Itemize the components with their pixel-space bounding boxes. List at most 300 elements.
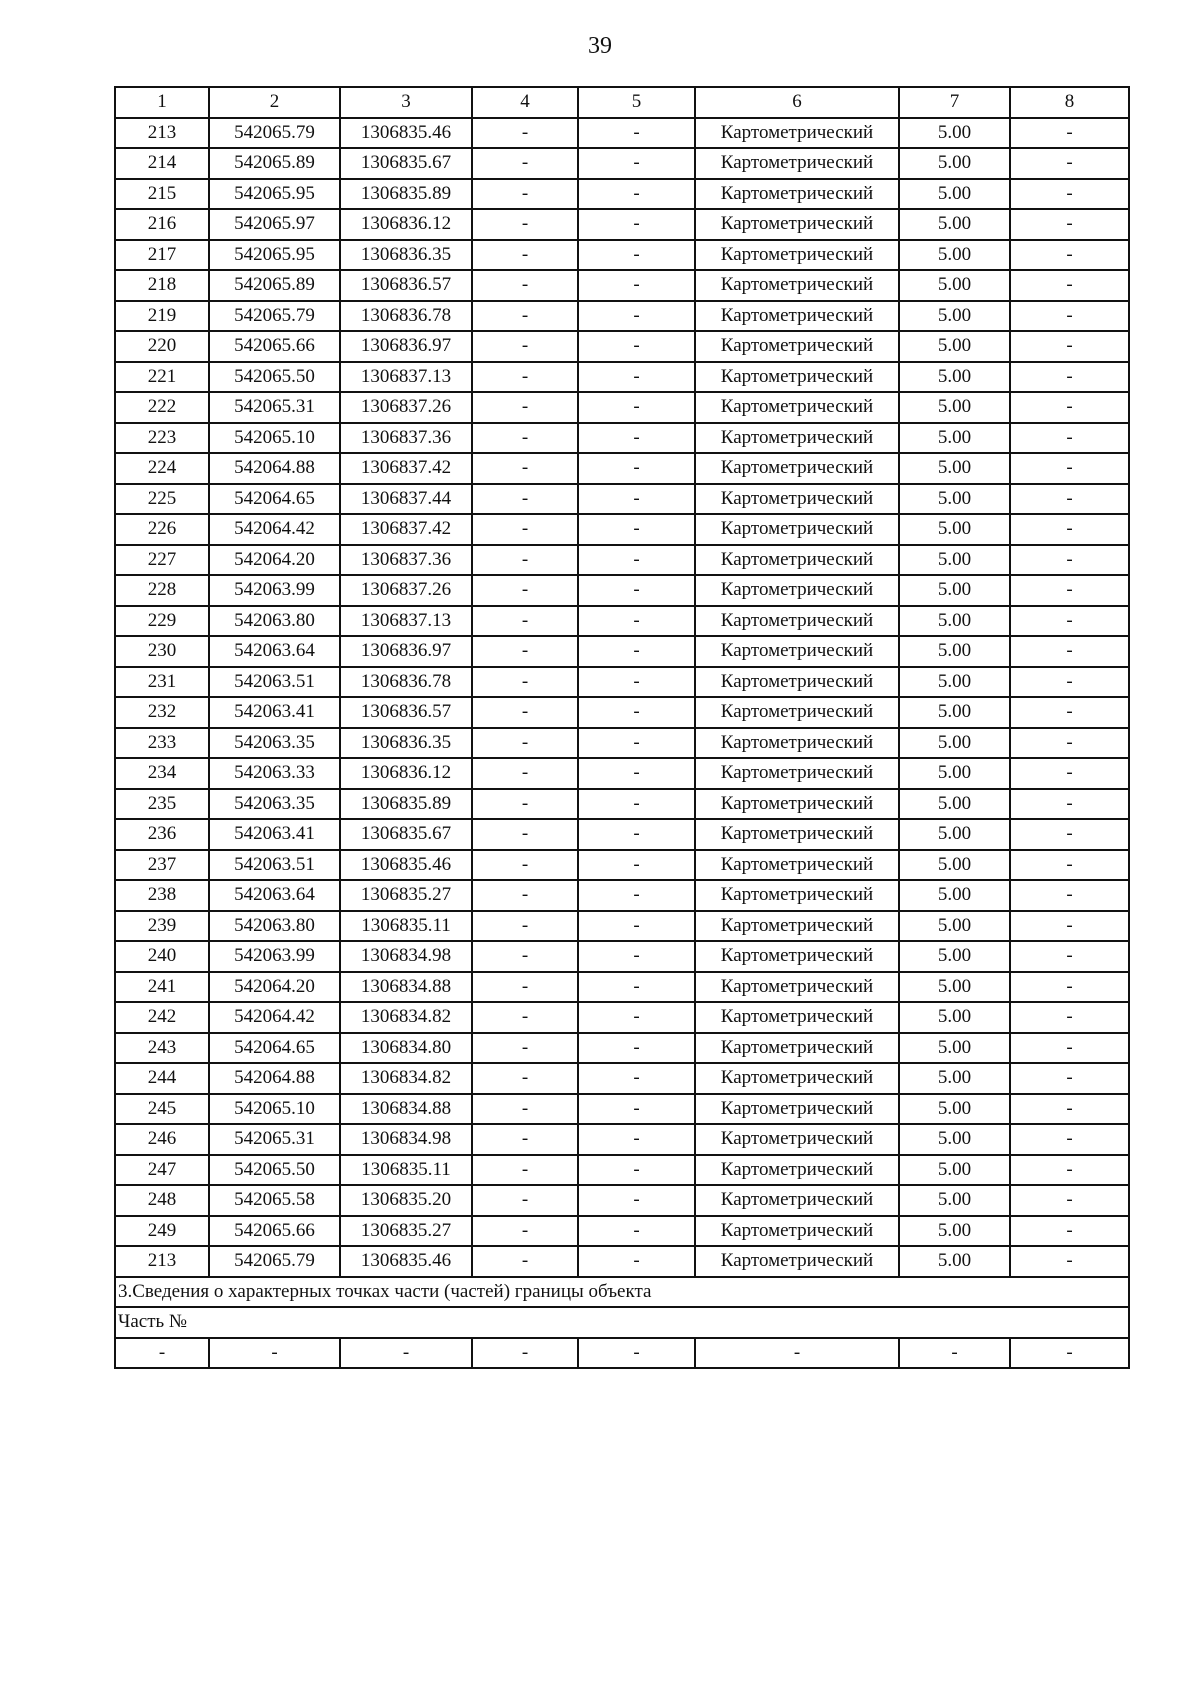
- table-cell: Картометрический: [695, 240, 899, 271]
- table-cell: 1306837.42: [340, 514, 472, 545]
- table-cell: Картометрический: [695, 118, 899, 149]
- table-cell: 542064.42: [209, 514, 340, 545]
- table-row: [115, 118, 1129, 149]
- table-cell: -: [578, 148, 695, 179]
- table-cell: 542065.58: [209, 1185, 340, 1216]
- table-cell: -: [1010, 240, 1129, 271]
- table-cell: -: [472, 423, 578, 454]
- page-number: 39: [588, 33, 612, 59]
- table-row: [115, 148, 1129, 179]
- table-cell: 5.00: [899, 1124, 1010, 1155]
- empty-cell: -: [340, 1338, 472, 1369]
- table-cell: 5.00: [899, 941, 1010, 972]
- table-cell: -: [1010, 545, 1129, 576]
- table-cell: -: [578, 972, 695, 1003]
- part-label-row: [115, 1307, 1129, 1338]
- table-row: [115, 1246, 1129, 1277]
- table-cell: -: [1010, 819, 1129, 850]
- table-cell: -: [1010, 1155, 1129, 1186]
- table-row: [115, 575, 1129, 606]
- table-cell: Картометрический: [695, 331, 899, 362]
- table-cell: -: [472, 1063, 578, 1094]
- table-cell: 542063.35: [209, 789, 340, 820]
- table-cell: -: [1010, 728, 1129, 759]
- table-cell: 542065.79: [209, 301, 340, 332]
- table-cell: -: [472, 209, 578, 240]
- table-cell: -: [1010, 575, 1129, 606]
- table-cell: 1306834.82: [340, 1002, 472, 1033]
- table-cell: 215: [115, 179, 209, 210]
- table-cell: 542063.99: [209, 575, 340, 606]
- table-cell: Картометрический: [695, 270, 899, 301]
- table-cell: Картометрический: [695, 850, 899, 881]
- table-cell: 232: [115, 697, 209, 728]
- table-row: [115, 1033, 1129, 1064]
- table-cell: 542063.99: [209, 941, 340, 972]
- table-cell: 227: [115, 545, 209, 576]
- table-body: [115, 87, 1129, 1277]
- table-cell: -: [578, 240, 695, 271]
- table-cell: -: [1010, 636, 1129, 667]
- table-cell: Картометрический: [695, 484, 899, 515]
- part-label: Часть №: [115, 1307, 1129, 1338]
- table-cell: 542065.79: [209, 118, 340, 149]
- table-cell: 213: [115, 118, 209, 149]
- table-cell: -: [472, 362, 578, 393]
- table-cell: Картометрический: [695, 1155, 899, 1186]
- table-cell: -: [472, 545, 578, 576]
- table-cell: -: [472, 179, 578, 210]
- table-cell: 5.00: [899, 819, 1010, 850]
- table-cell: -: [472, 911, 578, 942]
- table-cell: -: [578, 1033, 695, 1064]
- table-cell: 542063.41: [209, 819, 340, 850]
- table-cell: -: [1010, 148, 1129, 179]
- table-row: [115, 545, 1129, 576]
- table-cell: 5.00: [899, 880, 1010, 911]
- table-cell: 213: [115, 1246, 209, 1277]
- table-cell: -: [472, 514, 578, 545]
- empty-cell: -: [695, 1338, 899, 1369]
- table-cell: 5.00: [899, 1033, 1010, 1064]
- header-cell: 1: [115, 87, 209, 118]
- table-cell: -: [578, 484, 695, 515]
- table-cell: 5.00: [899, 514, 1010, 545]
- header-cell: 3: [340, 87, 472, 118]
- table-cell: 5.00: [899, 667, 1010, 698]
- table-cell: 224: [115, 453, 209, 484]
- table-cell: 244: [115, 1063, 209, 1094]
- table-cell: 5.00: [899, 789, 1010, 820]
- table-cell: -: [1010, 362, 1129, 393]
- table-cell: 1306837.13: [340, 362, 472, 393]
- table-cell: 5.00: [899, 240, 1010, 271]
- table-cell: -: [578, 301, 695, 332]
- table-cell: 249: [115, 1216, 209, 1247]
- table-row: [115, 331, 1129, 362]
- table-cell: 248: [115, 1185, 209, 1216]
- table-cell: -: [1010, 1246, 1129, 1277]
- table-cell: 1306835.27: [340, 1216, 472, 1247]
- header-row: [115, 87, 1129, 118]
- table-cell: 1306837.26: [340, 575, 472, 606]
- table-cell: 221: [115, 362, 209, 393]
- table-cell: -: [578, 941, 695, 972]
- table-cell: 542065.66: [209, 1216, 340, 1247]
- table-row: [115, 606, 1129, 637]
- table-cell: -: [578, 789, 695, 820]
- table-row: [115, 1155, 1129, 1186]
- table-row: [115, 1063, 1129, 1094]
- table-cell: -: [472, 1216, 578, 1247]
- table-row: [115, 1124, 1129, 1155]
- table-cell: -: [1010, 484, 1129, 515]
- table-cell: Картометрический: [695, 1033, 899, 1064]
- table-cell: Картометрический: [695, 392, 899, 423]
- table-cell: -: [472, 697, 578, 728]
- table-cell: 542064.65: [209, 1033, 340, 1064]
- table-cell: 240: [115, 941, 209, 972]
- table-cell: -: [472, 758, 578, 789]
- table-cell: 1306835.11: [340, 911, 472, 942]
- table-cell: -: [578, 209, 695, 240]
- section-title-row: [115, 1277, 1129, 1308]
- table-row: [115, 697, 1129, 728]
- table-cell: -: [578, 545, 695, 576]
- table-cell: 1306835.89: [340, 789, 472, 820]
- table-cell: Картометрический: [695, 1124, 899, 1155]
- table-cell: -: [578, 392, 695, 423]
- coordinates-table: [114, 86, 1130, 1369]
- table-cell: -: [472, 240, 578, 271]
- table-cell: -: [472, 118, 578, 149]
- table-cell: -: [1010, 118, 1129, 149]
- table-cell: 1306834.88: [340, 1094, 472, 1125]
- table-footer: [115, 1277, 1129, 1369]
- table-cell: -: [578, 1155, 695, 1186]
- table-cell: -: [578, 911, 695, 942]
- table-cell: 1306837.44: [340, 484, 472, 515]
- table-cell: -: [1010, 911, 1129, 942]
- table-cell: -: [1010, 423, 1129, 454]
- table-cell: 5.00: [899, 301, 1010, 332]
- table-cell: 214: [115, 148, 209, 179]
- table-cell: -: [578, 667, 695, 698]
- empty-row: [115, 1338, 1129, 1369]
- table-cell: -: [472, 392, 578, 423]
- empty-cell: -: [578, 1338, 695, 1369]
- table-row: [115, 911, 1129, 942]
- table-cell: 5.00: [899, 392, 1010, 423]
- table-row: [115, 240, 1129, 271]
- table-cell: -: [1010, 331, 1129, 362]
- table-cell: 230: [115, 636, 209, 667]
- table-cell: 1306836.57: [340, 697, 472, 728]
- table-cell: 1306834.82: [340, 1063, 472, 1094]
- table-cell: 5.00: [899, 728, 1010, 759]
- table-cell: Картометрический: [695, 301, 899, 332]
- table-cell: -: [472, 1246, 578, 1277]
- table-cell: 1306837.13: [340, 606, 472, 637]
- table-cell: -: [578, 362, 695, 393]
- table-row: [115, 850, 1129, 881]
- table-cell: 1306835.20: [340, 1185, 472, 1216]
- table-cell: -: [472, 941, 578, 972]
- table-cell: 5.00: [899, 331, 1010, 362]
- table-cell: 542065.31: [209, 1124, 340, 1155]
- table-cell: 242: [115, 1002, 209, 1033]
- table-cell: -: [578, 606, 695, 637]
- table-cell: Картометрический: [695, 636, 899, 667]
- table-cell: 542065.89: [209, 270, 340, 301]
- table-cell: -: [1010, 972, 1129, 1003]
- header-cell: 7: [899, 87, 1010, 118]
- table-cell: -: [578, 1094, 695, 1125]
- table-cell: 5.00: [899, 758, 1010, 789]
- table-cell: 5.00: [899, 972, 1010, 1003]
- table-cell: -: [472, 1002, 578, 1033]
- table-cell: 245: [115, 1094, 209, 1125]
- table-row: [115, 880, 1129, 911]
- table-cell: Картометрический: [695, 758, 899, 789]
- table-cell: -: [578, 453, 695, 484]
- table-cell: 1306835.11: [340, 1155, 472, 1186]
- table-cell: -: [1010, 209, 1129, 240]
- table-cell: 231: [115, 667, 209, 698]
- table-cell: -: [472, 1124, 578, 1155]
- table-row: [115, 423, 1129, 454]
- table-cell: -: [578, 850, 695, 881]
- empty-cell: -: [209, 1338, 340, 1369]
- table-cell: -: [472, 148, 578, 179]
- table-row: [115, 1216, 1129, 1247]
- table-cell: -: [1010, 606, 1129, 637]
- table-cell: 246: [115, 1124, 209, 1155]
- table-cell: 542063.35: [209, 728, 340, 759]
- table-cell: -: [472, 575, 578, 606]
- table-cell: 241: [115, 972, 209, 1003]
- table-cell: Картометрический: [695, 1185, 899, 1216]
- table-cell: 542063.51: [209, 667, 340, 698]
- table-cell: 542063.80: [209, 911, 340, 942]
- table-row: [115, 179, 1129, 210]
- table-row: [115, 667, 1129, 698]
- table-cell: 542065.97: [209, 209, 340, 240]
- table-cell: 542063.41: [209, 697, 340, 728]
- table-cell: 1306836.97: [340, 331, 472, 362]
- table-cell: 1306837.36: [340, 545, 472, 576]
- table-cell: 5.00: [899, 209, 1010, 240]
- table-cell: 237: [115, 850, 209, 881]
- table-cell: -: [578, 1124, 695, 1155]
- table-row: [115, 209, 1129, 240]
- table-cell: 1306836.78: [340, 667, 472, 698]
- table-row: [115, 789, 1129, 820]
- table-cell: -: [472, 789, 578, 820]
- table-cell: Картометрический: [695, 667, 899, 698]
- table-cell: -: [472, 636, 578, 667]
- table-row: [115, 514, 1129, 545]
- table-cell: -: [472, 972, 578, 1003]
- table-cell: 1306836.35: [340, 728, 472, 759]
- table-cell: 5.00: [899, 179, 1010, 210]
- table-cell: -: [578, 118, 695, 149]
- table-cell: Картометрический: [695, 148, 899, 179]
- table-cell: -: [1010, 514, 1129, 545]
- table-cell: -: [472, 880, 578, 911]
- table-cell: Картометрический: [695, 606, 899, 637]
- table-cell: -: [472, 1155, 578, 1186]
- table-cell: -: [1010, 1216, 1129, 1247]
- table-cell: 5.00: [899, 1216, 1010, 1247]
- table-cell: 234: [115, 758, 209, 789]
- table-cell: 5.00: [899, 1185, 1010, 1216]
- table-cell: 5.00: [899, 1063, 1010, 1094]
- table-cell: Картометрический: [695, 941, 899, 972]
- table-cell: 5.00: [899, 636, 1010, 667]
- empty-cell: -: [1010, 1338, 1129, 1369]
- table-cell: 243: [115, 1033, 209, 1064]
- table-cell: -: [472, 270, 578, 301]
- table-cell: 5.00: [899, 697, 1010, 728]
- table-cell: 239: [115, 911, 209, 942]
- table-cell: 1306836.12: [340, 209, 472, 240]
- table-cell: -: [578, 179, 695, 210]
- table-cell: -: [578, 1246, 695, 1277]
- table-row: [115, 1094, 1129, 1125]
- table-cell: 1306835.46: [340, 850, 472, 881]
- header-cell: 5: [578, 87, 695, 118]
- table-cell: 1306835.67: [340, 148, 472, 179]
- table-cell: -: [578, 1063, 695, 1094]
- table-cell: -: [578, 758, 695, 789]
- table-cell: Картометрический: [695, 362, 899, 393]
- table-cell: -: [578, 1216, 695, 1247]
- table-cell: 236: [115, 819, 209, 850]
- table-cell: -: [1010, 789, 1129, 820]
- table-cell: Картометрический: [695, 453, 899, 484]
- table-cell: 542065.95: [209, 240, 340, 271]
- table-cell: 542063.33: [209, 758, 340, 789]
- table-cell: Картометрический: [695, 789, 899, 820]
- table-cell: -: [1010, 697, 1129, 728]
- table-cell: 1306836.35: [340, 240, 472, 271]
- table-cell: 5.00: [899, 270, 1010, 301]
- header-cell: 8: [1010, 87, 1129, 118]
- table-row: [115, 1185, 1129, 1216]
- empty-cell: -: [899, 1338, 1010, 1369]
- table-row: [115, 819, 1129, 850]
- section-title: 3.Сведения о характерных точках части (частей) границы объекта: [115, 1277, 1129, 1308]
- table-cell: 1306835.46: [340, 118, 472, 149]
- table-cell: 5.00: [899, 606, 1010, 637]
- table-row: [115, 728, 1129, 759]
- table-cell: 226: [115, 514, 209, 545]
- table-row: [115, 636, 1129, 667]
- table-row: [115, 484, 1129, 515]
- table-cell: 5.00: [899, 1155, 1010, 1186]
- header-cell: 2: [209, 87, 340, 118]
- table-cell: -: [1010, 941, 1129, 972]
- table-row: [115, 392, 1129, 423]
- table-cell: 247: [115, 1155, 209, 1186]
- table-cell: 1306837.42: [340, 453, 472, 484]
- table-cell: 1306836.78: [340, 301, 472, 332]
- header-cell: 4: [472, 87, 578, 118]
- table-cell: Картометрический: [695, 423, 899, 454]
- table-cell: -: [578, 331, 695, 362]
- table-cell: 1306834.98: [340, 1124, 472, 1155]
- table-cell: 5.00: [899, 575, 1010, 606]
- table-cell: -: [578, 697, 695, 728]
- table-cell: Картометрический: [695, 1094, 899, 1125]
- table-cell: -: [1010, 1094, 1129, 1125]
- empty-cell: -: [472, 1338, 578, 1369]
- table-row: [115, 270, 1129, 301]
- table-cell: -: [578, 1185, 695, 1216]
- table-cell: 229: [115, 606, 209, 637]
- table-cell: 1306836.12: [340, 758, 472, 789]
- table-cell: 235: [115, 789, 209, 820]
- table-cell: Картометрический: [695, 911, 899, 942]
- table-cell: 542064.65: [209, 484, 340, 515]
- table-cell: -: [578, 1002, 695, 1033]
- table-cell: -: [472, 301, 578, 332]
- table-cell: Картометрический: [695, 697, 899, 728]
- table-cell: 542064.20: [209, 545, 340, 576]
- table-cell: Картометрический: [695, 179, 899, 210]
- table-cell: 542063.64: [209, 880, 340, 911]
- table-cell: -: [578, 270, 695, 301]
- table-cell: 542065.50: [209, 1155, 340, 1186]
- table-cell: Картометрический: [695, 728, 899, 759]
- table-cell: -: [472, 1094, 578, 1125]
- table-cell: -: [1010, 1185, 1129, 1216]
- table-cell: 218: [115, 270, 209, 301]
- table-cell: 1306835.27: [340, 880, 472, 911]
- table-cell: 225: [115, 484, 209, 515]
- table-cell: 5.00: [899, 484, 1010, 515]
- table-cell: Картометрический: [695, 514, 899, 545]
- header-cell: 6: [695, 87, 899, 118]
- table-cell: 217: [115, 240, 209, 271]
- table-cell: -: [578, 575, 695, 606]
- table-cell: Картометрический: [695, 209, 899, 240]
- table-cell: -: [472, 850, 578, 881]
- table-cell: Картометрический: [695, 575, 899, 606]
- table-cell: -: [1010, 850, 1129, 881]
- table-cell: 5.00: [899, 148, 1010, 179]
- table-cell: 5.00: [899, 362, 1010, 393]
- table-cell: -: [472, 728, 578, 759]
- table-cell: 542065.95: [209, 179, 340, 210]
- table-cell: 542064.88: [209, 1063, 340, 1094]
- table-cell: 1306835.89: [340, 179, 472, 210]
- table-cell: 542065.89: [209, 148, 340, 179]
- table-cell: 542064.42: [209, 1002, 340, 1033]
- table-row: [115, 362, 1129, 393]
- table-row: [115, 1002, 1129, 1033]
- table-cell: 1306835.67: [340, 819, 472, 850]
- table-cell: 542063.80: [209, 606, 340, 637]
- table-row: [115, 301, 1129, 332]
- table-cell: 1306836.97: [340, 636, 472, 667]
- empty-cell: -: [115, 1338, 209, 1369]
- table-cell: -: [472, 453, 578, 484]
- table-row: [115, 941, 1129, 972]
- table-cell: -: [578, 636, 695, 667]
- table-cell: -: [578, 819, 695, 850]
